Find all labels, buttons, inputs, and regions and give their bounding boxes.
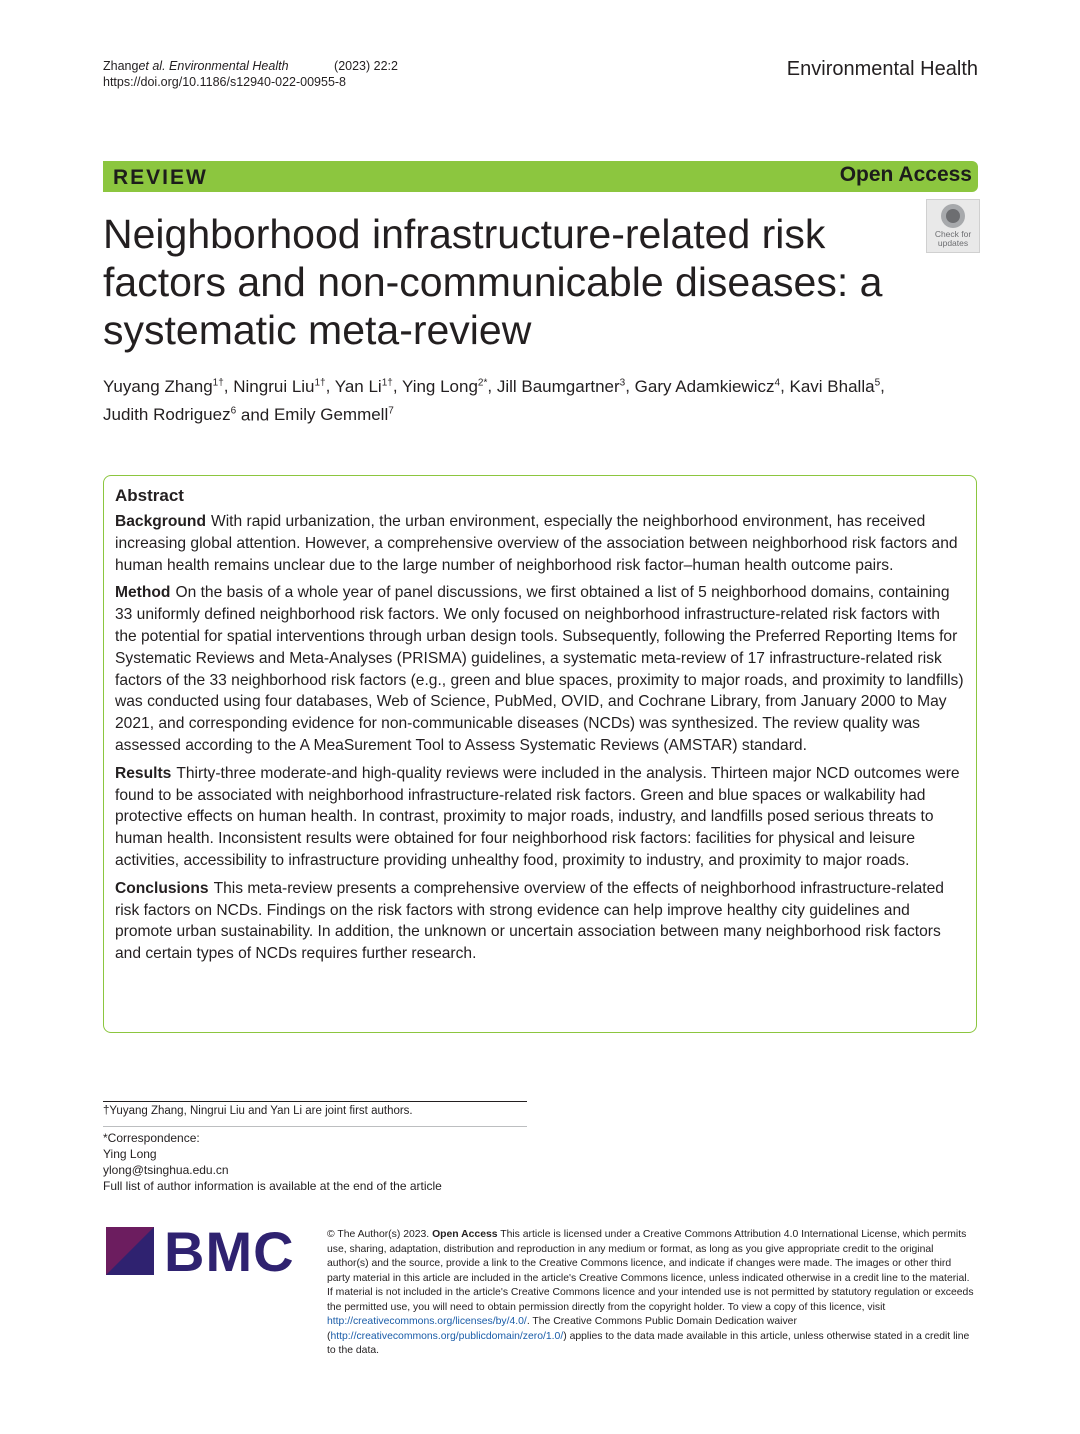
author[interactable]: Yan $Li^{1\dagger}$ [334, 376, 393, 396]
open-access-label: Open Access [839, 163, 972, 186]
check-for-updates-button[interactable] [926, 199, 980, 253]
section-label: Method [115, 584, 171, 602]
correspondence-label: *Correspondence: [103, 1131, 200, 1145]
bmc-logo-icon [106, 1227, 154, 1275]
abstract-background: Background With rapid urbanization, the urban environment, especially the neighborhood environment, has received increasing global attention. However, a comprehensive overview of the association between neighborhood risk factors and human health remains unclear due to the large number of neighborhood risk factor–human health outcome pairs. [115, 513, 958, 574]
article-type-label: REVIEW [113, 166, 208, 189]
public-domain-link[interactable]: http://creativecommons.org/publicdomain/zero/1.0/ [330, 1330, 564, 1342]
license-text: © The Author(s) 2023. Open Access This article is licensed under a Creative Commons Attribution 4.0 International License, which permits use, sharing, adaptation, distribution and reproduction in any medium or format, as long as you give appropriate credit to the original author(s) and the source, provide a link to the Creative Commons licence, and indicate if changes were made. The images or other third party material in this article are included in the article's Creative Commons licence, unless indicated otherwise in a credit line to the material. If material is not included in the article's Creative Commons licence and your intended use is not permitted by statutory regulation or exceeds the permitted use, you will need to obtain permission directly from the copyright holder. To view a copy of this licence, visit http://creativecommons.org/licenses/by/4.0/. The Creative Commons Public Domain Dedication waiver (http://creativecommons.org/publicdomain/zero/1.0/) applies to the data made available in this article, unless otherwise stated in a credit line to the data. [327, 1229, 974, 1356]
journal-name: Environmental Health [786, 58, 978, 80]
author[interactable]: Yuyang Zhang$^{1\dagger}$ [103, 376, 224, 396]
author[interactable]: Ningrui Liu$^{1\dagger}$ [233, 376, 326, 396]
author[interactable]: Gary Adamkiewicz$^4$ [634, 376, 781, 396]
author[interactable]: Ying Long$^{2*}$ [401, 376, 488, 396]
section-label: Conclusions [115, 879, 209, 897]
article-type-banner [103, 161, 978, 192]
article-title: Neighborhood infrastructure-related risk factors and non-communicable diseases: a systematic meta-review [103, 211, 883, 353]
check-updates-line2: updates [937, 238, 969, 248]
abstract-method: Method On the basis of a whole year of panel discussions, we first obtained a list of 5 neighborhood domains, containing 33 uniformly defined neighborhood risk factors. We only focused on neighborhood infrastructure-related risk factors with the potential for spatial interventions through urban design tools. Subsequently, following the Preferred Reporting Items for Systematic Reviews and Meta-Analyses (PRISMA) guidelines, a systematic meta-review of 17 infrastructure-related risk factors of the 33 neighborhood risk factors (e.g., green and blue spaces, proximity to major roads, and proximity to landfills) was conducted using four databases, Web of Science, PubMed, OVID, and Cochrane Library, from January 2000 to May 2021, and corresponding evidence for non-communicable diseases (NCDs) was synthesized. The review quality was assessed according to the A MeaSurement Tool to Assess Systematic Reviews (AMSTAR) standard. [115, 584, 964, 754]
check-for-updates-icon [941, 204, 965, 228]
author[interactable]: Kavi Bhalla$^5$ [789, 376, 881, 396]
author-info-note: Full list of author information is available at the end of the article [103, 1179, 442, 1193]
correspondence-block [103, 1130, 442, 1194]
footnote-divider [103, 1101, 527, 1102]
footnote-divider [103, 1126, 527, 1127]
citation-journal: et al. Environmental Health [138, 59, 289, 73]
author[interactable]: Emily Gemmell$^7$ [273, 405, 394, 425]
correspondence-email[interactable]: ylong@tsinghua.edu.cn [103, 1163, 229, 1177]
check-updates-line1: Check for [934, 229, 972, 239]
section-label: Results [115, 764, 172, 782]
abstract-box [103, 475, 977, 1033]
joint-authors-note: †Yuyang Zhang, Ningrui Liu and Yan Li are joint first authors. [103, 1105, 413, 1117]
license-link[interactable]: http://creativecommons.org/licenses/by/4.0/ [327, 1316, 527, 1327]
author[interactable]: Judith Rodriguez$^6$ [103, 405, 237, 425]
open-access-bold: Open Access [432, 1229, 498, 1240]
citation-year: (2023) 22:2 [334, 59, 398, 73]
author[interactable]: Jill Baumgartner$^3$ [496, 376, 626, 396]
abstract-conclusions: Conclusions This meta-review presents a comprehensive overview of the effects of neighborhood infrastructure-related risk factors on NCDs. Findings on the risk factors with strong evidence can help improve healthy city guidelines and promote urban sustainability. In addition, the unknown or uncertain association between many neighborhood risk factors and certain types of NCDs requires further research. [115, 879, 944, 963]
bmc-logo [106, 1220, 306, 1283]
author-list: Yuyang Zhang$^{1\dagger}$, Ningrui Liu$^{1\dagger}$, Yan $Li^{1\dagger}$, Ying Long$^{2*}$, Jill Baumgartner$^3$, Gary Adamkiewicz$^4$, Kavi Bhalla$^5$, Judith Rodriguez$^6$ and Emily Gemmell$^7$ [103, 376, 885, 425]
citation-author: Zhang [103, 59, 139, 73]
doi-link[interactable]: https://doi.org/10.1186/s12940-022-00955-8 [103, 75, 347, 89]
correspondence-name: Ying Long [103, 1147, 157, 1161]
abstract-results: Results Thirty-three moderate-and high-quality reviews were included in the analysis. Thirteen major NCD outcomes were found to be associated with neighborhood infrastructure-related risk factors. Green and blue spaces or walkability had protective effects on human health. In contrast, proximity to major roads, industry, and landfills posed serious threats to human health. Inconsistent results were obtained for four neighborhood risk factors: facilities for physical and leisure activities, accessibility to infrastructure providing unhealthy food, proximity to industry, and proximity to major roads. [115, 764, 960, 869]
citation-header [103, 58, 398, 90]
bmc-logo-text: BMC [164, 1220, 295, 1283]
section-label: Background [115, 513, 206, 530]
abstract-heading: Abstract [115, 486, 184, 505]
